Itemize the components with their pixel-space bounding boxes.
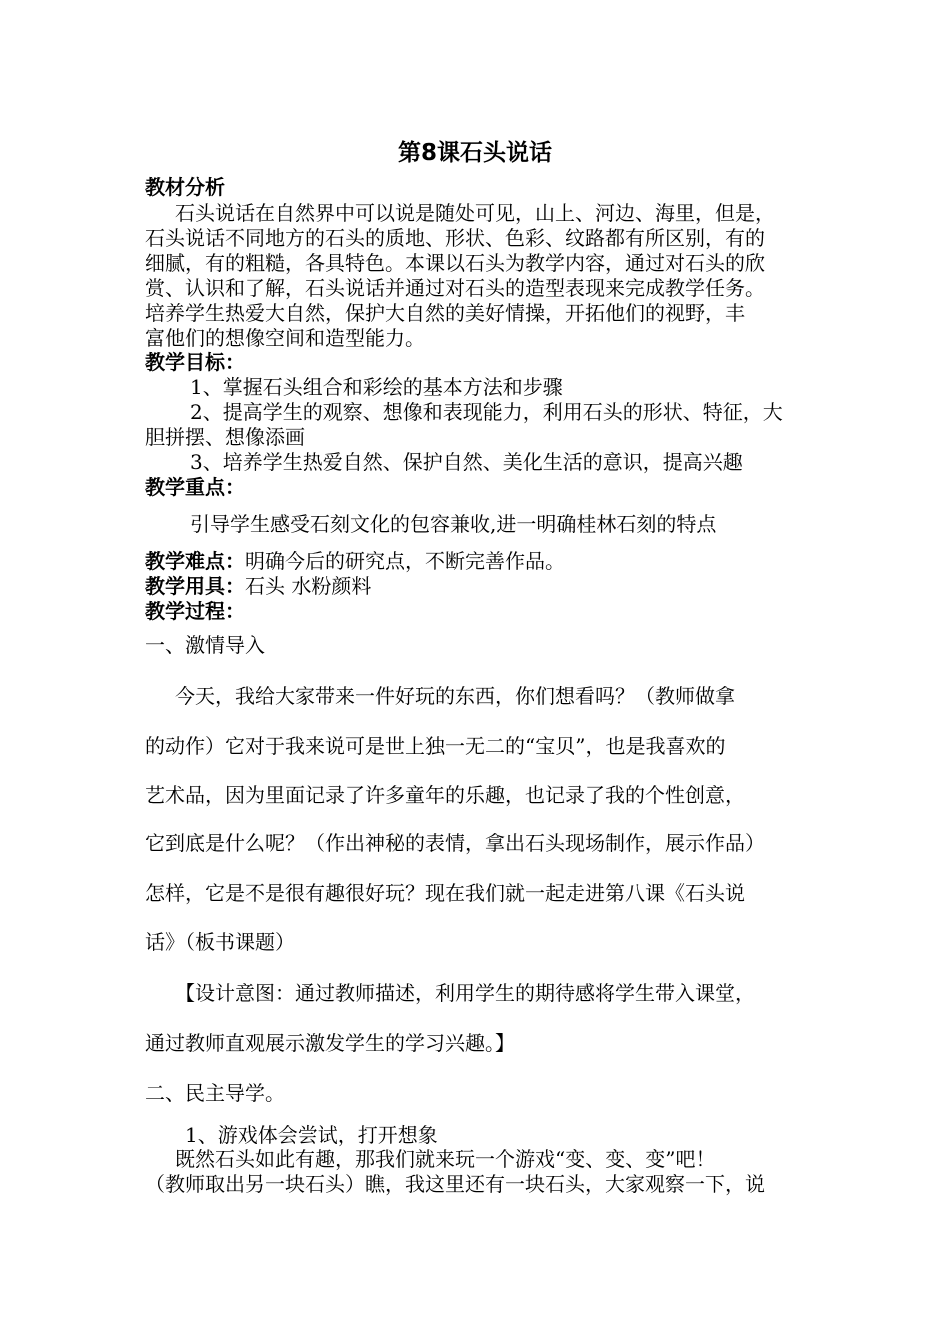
tools-heading: 教学用具：	[145, 574, 245, 598]
analysis-line: 石头说话不同地方的石头的质地、形状、色彩、纹路都有所区别，有的	[145, 226, 765, 250]
analysis-line: 石头说话在自然界中可以说是随处可见，山上、河边、海里，但是，	[175, 201, 775, 225]
process-heading: 教学过程：	[145, 599, 245, 623]
design-intent-line: 通过教师直观展示激发学生的学习兴趣。】	[145, 1031, 515, 1055]
part2-subheading: 1、游戏体会尝试，打开想象	[185, 1123, 438, 1147]
tools-text: 石头 水粉颜料	[245, 574, 372, 598]
difficulty-row	[145, 548, 565, 574]
page-title: 第8课石头说话	[397, 140, 552, 166]
part2-line: 既然石头如此有趣，那我们就来玩一个游戏“变、变、变”吧！	[175, 1147, 716, 1171]
goal-item: 3、培养学生热爱自然、保护自然、美化生活的意识，提高兴趣	[190, 450, 743, 474]
analysis-line: 赏、认识和了解，石头说话并通过对石头的造型表现来完成教学任务。	[145, 276, 765, 300]
difficulty-heading: 教学难点：	[145, 549, 245, 573]
part1-line: 今天，我给大家带来一件好玩的东西，你们想看吗？（教师做拿	[175, 684, 735, 708]
part1-line: 它到底是什么呢？（作出神秘的表情，拿出石头现场制作，展示作品）	[145, 831, 765, 855]
design-intent-line: 【设计意图：通过教师描述，利用学生的期待感将学生带入课堂，	[175, 981, 755, 1005]
tools-row	[145, 573, 371, 599]
part1-heading: 一、激情导入	[145, 633, 265, 657]
focus-text: 引导学生感受石刻文化的包容兼收,进一明确桂林石刻的特点	[190, 512, 717, 536]
focus-heading: 教学重点：	[145, 475, 245, 499]
analysis-line: 细腻，有的粗糙，各具特色。本课以石头为教学内容，通过对石头的欣	[145, 251, 765, 275]
goals-heading: 教学目标：	[145, 350, 245, 374]
analysis-line: 富他们的想像空间和造型能力。	[145, 326, 425, 350]
part2-line: （教师取出另一块石头）瞧，我这里还有一块石头，大家观察一下，说	[145, 1172, 765, 1196]
part1-line: 的动作）它对于我来说可是世上独一无二的“宝贝”，也是我喜欢的	[145, 734, 726, 758]
part1-line: 艺术品，因为里面记录了许多童年的乐趣，也记录了我的个性创意，	[145, 783, 745, 807]
analysis-line: 培养学生热爱大自然，保护大自然的美好情操，开拓他们的视野，丰	[145, 301, 745, 325]
goal-item: 2、提高学生的观察、想像和表现能力，利用石头的形状、特征，大	[190, 400, 783, 424]
goal-item: 1、掌握石头组合和彩绘的基本方法和步骤	[190, 375, 563, 399]
goal-item: 胆拼摆、想像添画	[145, 425, 305, 449]
part2-heading: 二、民主导学。	[145, 1081, 285, 1105]
analysis-heading: 教材分析	[145, 175, 225, 199]
part1-line: 话》（板书课题）	[145, 930, 295, 954]
difficulty-text: 明确今后的研究点，不断完善作品。	[245, 549, 565, 573]
part1-line: 怎样，它是不是很有趣很好玩？现在我们就一起走进第八课《石头说	[145, 881, 745, 905]
